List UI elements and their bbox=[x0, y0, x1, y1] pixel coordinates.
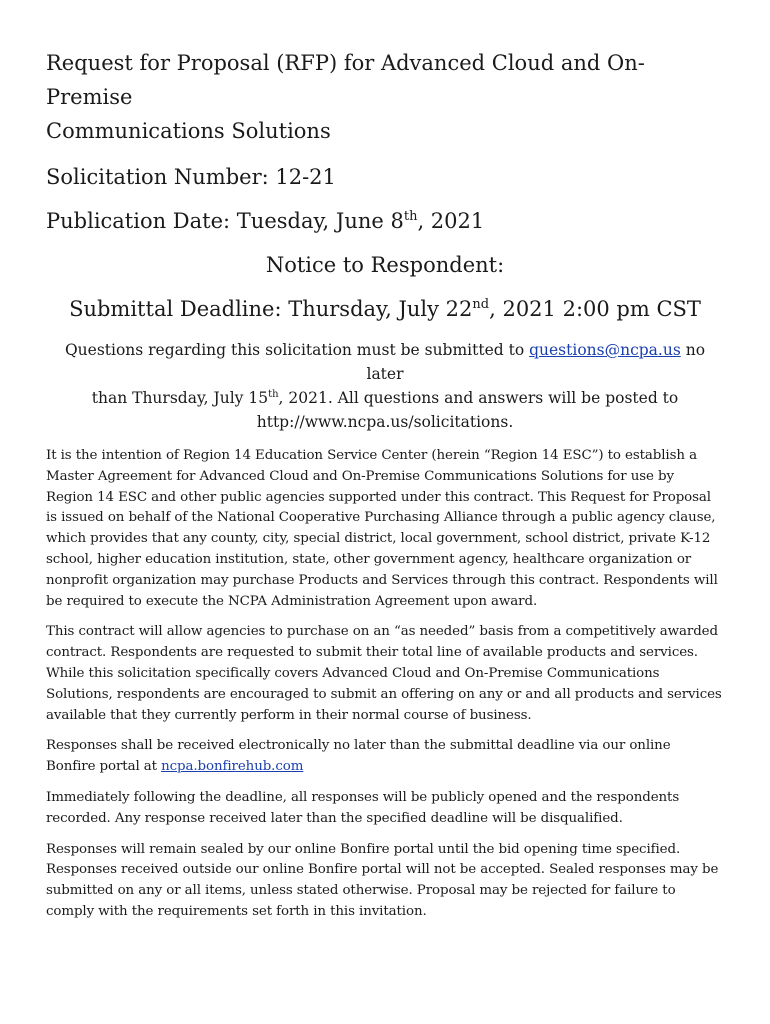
sealed-responses-paragraph: Responses will remain sealed by our online Bonfire portal until the bid opening time specified. Responses received outside our online Bonfire portal will not be accepted. Sealed responses may be submitted on any or all items, unless stated otherwise. Proposal may be rejected for failure to comply with the requirements set forth in this invitation. bbox=[46, 841, 719, 919]
publication-date-text: Publication Date: Tuesday, June 8 bbox=[46, 209, 404, 233]
questions-line1-text: Questions regarding this solicitation must be submitted to bbox=[64, 341, 530, 359]
notice-heading: Notice to Respondent: bbox=[265, 253, 505, 277]
publication-date-year: , 2021 bbox=[417, 209, 485, 233]
contract-scope-paragraph: This contract will allow agencies to purchase on an “as needed” basis from a competitively awarded contract. Respondents are requested to submit their total line of available products and services. While this solicitation specifically covers Advanced Cloud and On-Premise Communications Solutions, respondents are encouraged to submit an offering on any or and all products and services available that they currently perform in their normal course of business. bbox=[46, 624, 722, 723]
questions-date-ordinal: th bbox=[268, 389, 279, 400]
publication-date bbox=[46, 206, 724, 236]
solicitations-url: http://www.ncpa.us/solicitations. bbox=[256, 413, 514, 431]
title-line-1: Request for Proposal (RFP) for Advanced Cloud and On-Premise bbox=[46, 51, 645, 109]
questions-email-link[interactable]: questions@ncpa.us bbox=[529, 341, 681, 359]
questions-line2-text: than Thursday, July 15 bbox=[91, 389, 269, 407]
deadline-year-time: , 2021 2:00 pm CST bbox=[489, 297, 701, 321]
opening-paragraph: Immediately following the deadline, all responses will be publicly opened and the respondents recorded. Any response received later than the specified deadline will be disqualified. bbox=[46, 789, 680, 826]
questions-line2-suffix: , 2021. All questions and answers will be posted to bbox=[278, 389, 679, 407]
submission-text: Responses shall be received electronically no later than the submittal deadline via our online Bonfire portal at bbox=[46, 738, 671, 775]
publication-date-ordinal: th bbox=[403, 209, 418, 224]
questions-line1-suffix: no later bbox=[366, 341, 706, 383]
deadline-ordinal: nd bbox=[472, 297, 490, 312]
intent-paragraph: It is the intention of Region 14 Education Service Center (herein “Region 14 ESC”) to establish a Master Agreement for Advanced Cloud and On-Premise Communications Solutions for use by Region 14 ESC and other public agencies supported under this contract. This Request for Proposal is issued on behalf of the National Cooperative Purchasing Alliance through a public agency clause, which provides that any county, city, special district, local government, school district, private K-12 school, higher education institution, state, other government agency, healthcare organization or nonprofit organization may purchase Products and Services through this contract. Respondents will be required to execute the NCPA Administration Agreement upon award. bbox=[46, 448, 718, 609]
solicitation-number: Solicitation Number: 12-21 bbox=[46, 165, 336, 189]
document-title bbox=[46, 46, 724, 148]
questions-notice bbox=[46, 338, 724, 434]
submission-paragraph bbox=[46, 736, 724, 778]
bonfire-portal-link[interactable]: ncpa.bonfirehub.com bbox=[161, 759, 304, 775]
submittal-deadline bbox=[46, 294, 724, 324]
deadline-text: Submittal Deadline: Thursday, July 22 bbox=[69, 297, 473, 321]
title-line-2: Communications Solutions bbox=[46, 119, 331, 143]
